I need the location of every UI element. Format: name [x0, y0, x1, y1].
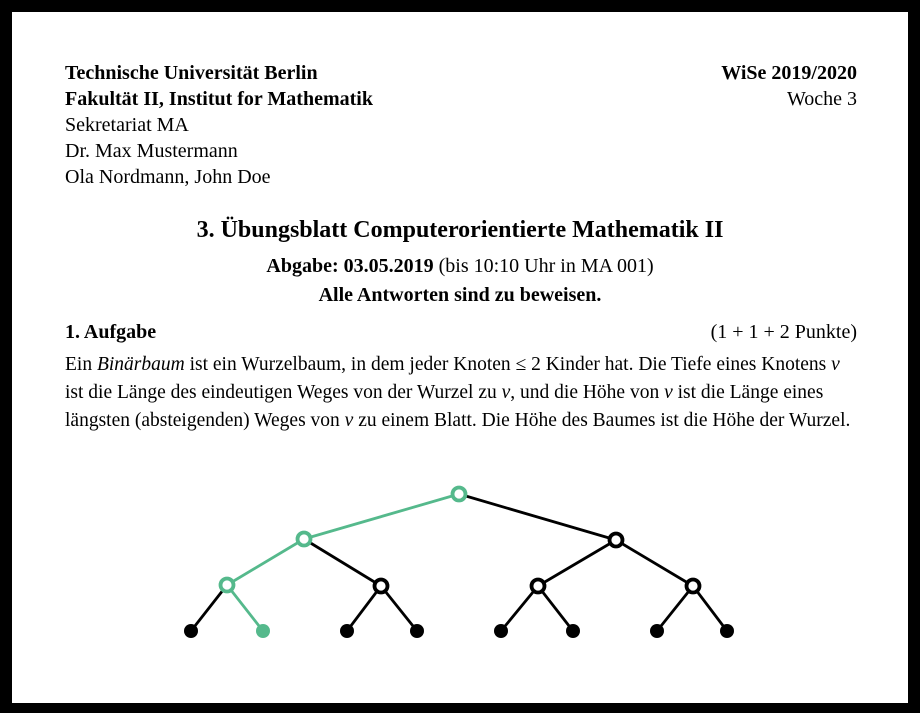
address-line: Sekretariat MA	[65, 114, 189, 136]
task-description	[65, 351, 861, 435]
deadline-line	[0, 253, 920, 279]
proof-note: Alle Antworten sind zu beweisen.	[318, 284, 602, 306]
math-term: v	[344, 410, 354, 431]
task-points: (1 + 1 + 2 Punkte)	[710, 321, 857, 343]
sheet-title: 3. Übungsblatt Computerorientierte Mathematik II	[196, 217, 724, 243]
header-semester-block	[721, 60, 857, 112]
math-term: v	[501, 382, 511, 403]
task-header-row	[65, 319, 857, 345]
math-term: v	[831, 354, 840, 375]
address-line: Ola Nordmann, John Doe	[65, 166, 271, 188]
address-line: Dr. Max Mustermann	[65, 140, 238, 162]
header-address-block	[65, 60, 373, 190]
address-line: Fakultät II, Institut for Mathematik	[65, 88, 373, 110]
body-text-segment: ist die Länge des eindeutigen Weges von der Wurzel zu	[65, 382, 502, 403]
math-term: v	[664, 382, 673, 403]
body-text-segment: zu einem Blatt. Die Höhe des Baumes ist die Höhe der Wurzel.	[353, 410, 851, 431]
body-text-segment: ist die Länge eines längsten (absteigenden) Weges von	[65, 382, 824, 431]
semester-label: WiSe 2019/2020	[721, 62, 857, 84]
math-term: Binärbaum	[96, 354, 185, 375]
deadline-details: (bis 10:10 Uhr in MA 001)	[433, 255, 654, 277]
task-heading: 1. Aufgabe	[65, 321, 157, 343]
deadline-date: Abgabe: 03.05.2019	[266, 255, 434, 277]
body-text-segment: Ein	[65, 354, 97, 375]
week-label: Woche 3	[786, 88, 857, 110]
body-text-segment: ist ein Wurzelbaum, in dem jeder Knoten ≤ 2 Kinder hat. Die Tiefe eines Knotens	[184, 354, 832, 375]
address-line: Technische Universität Berlin	[65, 62, 318, 84]
body-text-segment: , und die Höhe von	[510, 382, 665, 403]
